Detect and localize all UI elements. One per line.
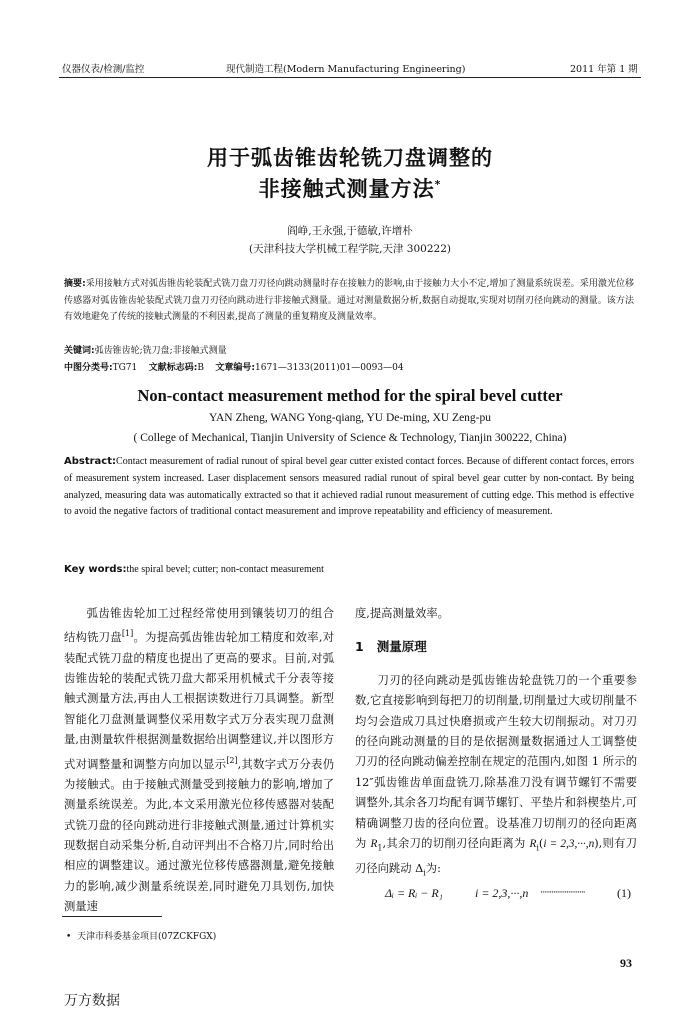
keywords-en-label: Key words: xyxy=(64,564,127,575)
keywords-cn-label: 关键词: xyxy=(64,346,95,356)
citation-1: [1] xyxy=(121,629,134,639)
article-no-label: 文章编号: xyxy=(215,363,256,373)
title-cn-line1: 用于弧齿锥齿轮铣刀盘调整的 xyxy=(207,146,493,170)
footnote-rule xyxy=(62,916,162,917)
doc-code-label: 文献标志码: xyxy=(148,363,198,373)
title-en: Non-contact measurement method for the spiral bevel cutter xyxy=(137,386,563,405)
abstract-cn-label: 摘要: xyxy=(64,279,86,289)
footnote-bullet: • xyxy=(66,932,72,942)
keywords-en-text: the spiral bevel; cutter; non-contact measurement xyxy=(126,564,324,575)
intro-paragraph xyxy=(64,604,334,918)
affiliation-cn: (天津科技大学机械工程学院,天津 300222) xyxy=(249,243,451,255)
running-header-issue: 2011 年第 1 期 xyxy=(570,64,638,75)
citation-2: [2] xyxy=(226,755,238,765)
section-heading xyxy=(355,637,637,657)
abstract-cn-text: 采用接触方式对弧齿锥齿轮装配式铣刀盘刀刃径向跳动测量时存在接触力的影响,由于接触力大小不定,增加了测量系统误差。采用激光位移传感器对弧齿锥齿轮装配式铣刀盘刀刃径向跳动进行非接触式测量。通过对测量数据分析,数据自动提取,实现对切削刃径向跳动的测量。该方法有效地避免了传统的接触式测量的不利因素,提高了测量的重复精度及测量效率。 xyxy=(64,279,634,323)
sub-i: i xyxy=(536,843,539,853)
watermark: 万方数据 xyxy=(64,993,120,1009)
s1-text-b: ,其余刀的切削刃径向距离为 xyxy=(382,837,530,851)
equation-range: i = 2,3,···,n xyxy=(475,886,529,901)
sub-1: 1 xyxy=(377,843,383,853)
intro-text-a: 弧齿锥齿轮加工过程经常使用到镶装切刀的组合结构铣刀盘 xyxy=(64,607,334,645)
title-footnote-mark: * xyxy=(434,178,442,191)
clc-value: TG71 xyxy=(112,363,138,373)
authors-cn: 阎峥,王永强,于德敏,许增朴 xyxy=(287,225,413,237)
abstract-en-label: Abstract: xyxy=(64,456,117,467)
clc-label: 中图分类号: xyxy=(64,363,113,373)
s1-text-d: ),则有刀刃径向跳动 Δ xyxy=(355,837,638,875)
sub-i-2: i xyxy=(423,867,426,877)
continued-text: 度,提高测量效率。 xyxy=(355,607,449,620)
section-title: 测量原理 xyxy=(376,639,427,655)
page-number: 93 xyxy=(620,956,632,970)
footnote xyxy=(66,929,216,942)
keywords-cn-text: 弧齿锥齿轮;铣刀盘;非接触式测量 xyxy=(94,346,227,356)
keywords-en xyxy=(64,562,634,579)
s1-text-c: ( xyxy=(538,837,544,851)
var-R: R xyxy=(370,838,378,851)
running-header-journal: 现代制造工程(Modern Manufacturing Engineering) xyxy=(226,64,466,75)
header-rule xyxy=(59,77,641,78)
intro-text-c: ,其数字式万分表仍为接触式。由于接触式测量受到接触力的影响,增加了测量系统误差。为此,本文采用激光位移传感器对装配式铣刀盘的径向跳动进行非接触式测量,通过计算机实现数据自动采集分析,自动评判出不合格刀片,同时给出相应的调整建议。通过激光位移传感器测量,避免接触力的影响,减少测量系统误差,同时避免刀具划伤,加快测量速 xyxy=(64,757,334,914)
abstract-cn xyxy=(64,276,634,326)
s1-text-e: 为: xyxy=(425,861,441,875)
body-left-column xyxy=(64,604,334,918)
authors-en: YAN Zheng, WANG Yong-qiang, YU De-ming, XU Zeng-pu xyxy=(208,412,492,424)
affiliation-en: ( College of Mechanical, Tianjin University of Science & Technology, Tianjin 300222, China) xyxy=(133,432,567,444)
equation-leader: ························ xyxy=(540,888,585,899)
equation-1 xyxy=(355,883,637,905)
abstract-en-text: Contact measurement of radial runout of spiral bevel gear cutter existed contact forces. Because of different contact forces, errors of measurement system increased. Laser displacement sensors measured radial runout of spiral bevel gear cutter by non-contact. By being analyzed, measuring data was automatically extracted so that it achieved radial runout measurement of cutting edge. This method is effective to avoid the negative factors of traditional contact measurement and improve repeatability and efficiency of measurement. xyxy=(64,456,634,518)
footnote-text: 天津市科委基金项目(07ZCKFGX) xyxy=(77,932,217,942)
abstract-en xyxy=(64,454,634,521)
article-no-value: 1671—3133(2011)01—0093—04 xyxy=(255,363,404,373)
section-number: 1 xyxy=(355,639,364,655)
var-Ri: R xyxy=(529,838,537,851)
doc-code-value: B xyxy=(197,363,204,373)
running-header-left: 仪器仪表/检测/监控 xyxy=(62,64,145,75)
s1-text-a: 刀刃的径向跳动是弧齿锥齿轮盘铣刀的一个重要参数,它直接影响到每把刀的切削量,切削量过大或切削量不均匀会造成刀具过快磨损或产生较大切削振动。对刀刃的径向跳动测量的目的是依据测量数据通过人工调整使刀刃的径向跳动偏差控制在规定的范围内,如图 1 所示的 12″弧齿锥齿单面盘铣刀,除基准刀没有调节螺钉不需要调整外,其余各刀均配有调节螺钉、平垫片和斜楔垫片,可精确调整刀齿的径向位置。设基准刀切削刃的径向距离为 xyxy=(355,673,637,851)
index-range: i = 2,3,···,n xyxy=(543,838,595,851)
keywords-cn xyxy=(64,343,634,360)
intro-text-b: 。为提高弧齿锥齿轮加工精度和效率,对装配式铣刀盘的精度也提出了更高的要求。目前,对弧齿锥齿轮的装配式铣刀盘大都采用机械式千分表等接触式测量方法,再由人工根据读数进行刀具调整。新型智能化刀盘测量调整仪采用数字式万分表实现刀盘测量,由测量软件根据测量数据给出调整建议,并以图形方式对调整量和调整方向加以显示 xyxy=(64,631,334,771)
equation-body: Δᵢ = Rᵢ − R₁ xyxy=(385,886,443,901)
equation-number: (1) xyxy=(617,886,631,901)
title-cn-line2: 非接触式测量方法* xyxy=(258,177,442,201)
section1-paragraph xyxy=(355,671,637,884)
classification-line xyxy=(64,360,634,377)
body-right-column xyxy=(355,604,637,905)
